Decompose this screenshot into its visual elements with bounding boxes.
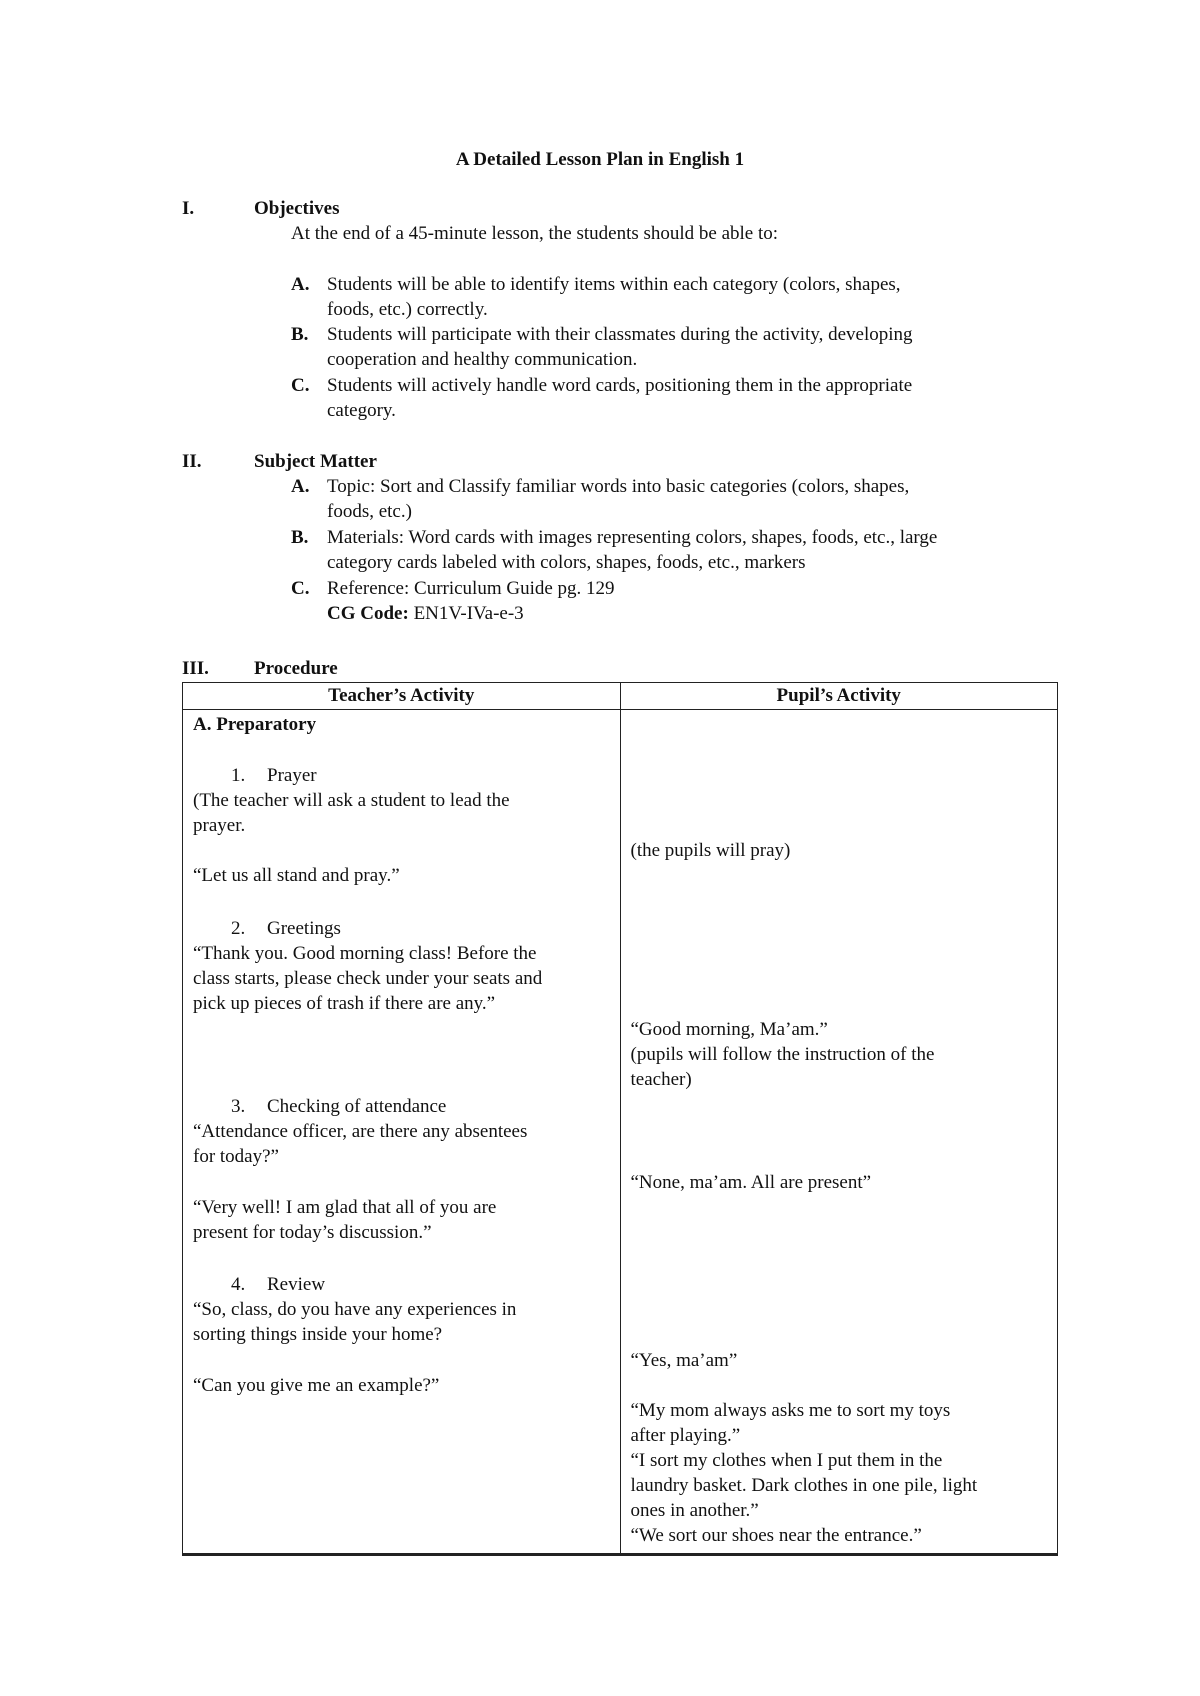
greetings-number: 2.: [231, 918, 246, 939]
greetings-line-1: “Thank you. Good morning class! Before the: [193, 943, 537, 964]
subject-b-line-1: Materials: Word cards with images representing colors, shapes, foods, etc., large: [327, 527, 938, 548]
pupil-review-line-2: “My mom always asks me to sort my toys: [630, 1400, 951, 1421]
prayer-note-line-1: (The teacher will ask a student to lead the: [193, 790, 510, 811]
prayer-label: Prayer: [267, 765, 317, 786]
cg-code-label: CG Code:: [327, 603, 409, 624]
objective-c-line-1: Students will actively handle word cards, positioning them in the appropriate: [327, 375, 913, 396]
pupil-activity-header: Pupil’s Activity: [620, 683, 1058, 710]
pupil-review-line-1: “Yes, ma’am”: [630, 1350, 738, 1371]
preparatory-heading: A. Preparatory: [193, 714, 317, 735]
pupil-review-line-5: laundry basket. Dark clothes in one pile, light: [630, 1475, 978, 1496]
objectives-number: I.: [182, 198, 195, 219]
pupil-greeting-line-2: (pupils will follow the instruction of the: [630, 1044, 935, 1065]
attendance-line-4: present for today’s discussion.”: [193, 1222, 432, 1243]
objective-a-letter: A.: [291, 274, 310, 295]
procedure-table: [182, 682, 1058, 1554]
pupil-activity-cell: [620, 710, 1058, 1554]
pupil-review-line-3: after playing.”: [630, 1425, 741, 1446]
greetings-line-2: class starts, please check under your seats and: [193, 968, 543, 989]
pupil-prayer-response: (the pupils will pray): [630, 840, 791, 861]
objective-b-letter: B.: [291, 324, 309, 345]
pupil-greeting-line-1: “Good morning, Ma’am.”: [630, 1019, 828, 1040]
table-bottom-rule: [182, 1554, 1058, 1556]
procedure-table-header: [183, 683, 1058, 710]
pupil-review-line-4: “I sort my clothes when I put them in the: [630, 1450, 943, 1471]
objectives-heading: Objectives: [254, 198, 340, 219]
procedure-heading: Procedure: [254, 658, 338, 679]
pupil-review-line-7: “We sort our shoes near the entrance.”: [630, 1525, 922, 1546]
review-label: Review: [267, 1274, 326, 1295]
objective-b-line-2: cooperation and healthy communication.: [327, 349, 638, 370]
subject-c-letter: C.: [291, 578, 310, 599]
prayer-number: 1.: [231, 765, 246, 786]
objective-a-line-2: foods, etc.) correctly.: [327, 299, 488, 320]
cg-code: [327, 601, 524, 626]
prayer-quote: “Let us all stand and pray.”: [193, 865, 400, 886]
subject-a-line-2: foods, etc.): [327, 501, 412, 522]
objective-c-line-2: category.: [327, 400, 396, 421]
objectives-intro: At the end of a 45-minute lesson, the students should be able to:: [291, 223, 779, 244]
attendance-line-1: “Attendance officer, are there any absentees: [193, 1121, 528, 1142]
review-line-1: “So, class, do you have any experiences in: [193, 1299, 517, 1320]
procedure-table-row: [183, 710, 1058, 1554]
greetings-label: Greetings: [267, 918, 341, 939]
cg-code-value: EN1V-IVa-e-3: [408, 603, 524, 624]
subject-matter-number: II.: [182, 451, 202, 472]
attendance-label: Checking of attendance: [267, 1096, 447, 1117]
subject-matter-heading: Subject Matter: [254, 451, 377, 472]
teacher-activity-cell: [183, 710, 621, 1554]
document-title: A Detailed Lesson Plan in English 1: [455, 149, 745, 170]
subject-a-letter: A.: [291, 476, 310, 497]
teacher-activity-header: Teacher’s Activity: [183, 683, 621, 710]
review-line-3: “Can you give me an example?”: [193, 1375, 440, 1396]
prayer-note-line-2: prayer.: [193, 815, 246, 836]
review-line-2: sorting things inside your home?: [193, 1324, 443, 1345]
objective-b-line-1: Students will participate with their classmates during the activity, developing: [327, 324, 913, 345]
greetings-line-3: pick up pieces of trash if there are any.”: [193, 993, 496, 1014]
objective-a-line-1: Students will be able to identify items within each category (colors, shapes,: [327, 274, 901, 295]
attendance-number: 3.: [231, 1096, 246, 1117]
pupil-greeting-line-3: teacher): [630, 1069, 692, 1090]
subject-c-line-1: Reference: Curriculum Guide pg. 129: [327, 578, 615, 599]
subject-b-letter: B.: [291, 527, 309, 548]
objective-c-letter: C.: [291, 375, 310, 396]
attendance-line-2: for today?”: [193, 1146, 279, 1167]
pupil-attendance-response: “None, ma’am. All are present”: [630, 1172, 872, 1193]
subject-b-line-2: category cards labeled with colors, shapes, foods, etc., markers: [327, 552, 806, 573]
attendance-line-3: “Very well! I am glad that all of you are: [193, 1197, 497, 1218]
pupil-review-line-6: ones in another.”: [630, 1500, 759, 1521]
procedure-number: III.: [182, 658, 209, 679]
subject-a-line-1: Topic: Sort and Classify familiar words into basic categories (colors, shapes,: [327, 476, 910, 497]
review-number: 4.: [231, 1274, 246, 1295]
